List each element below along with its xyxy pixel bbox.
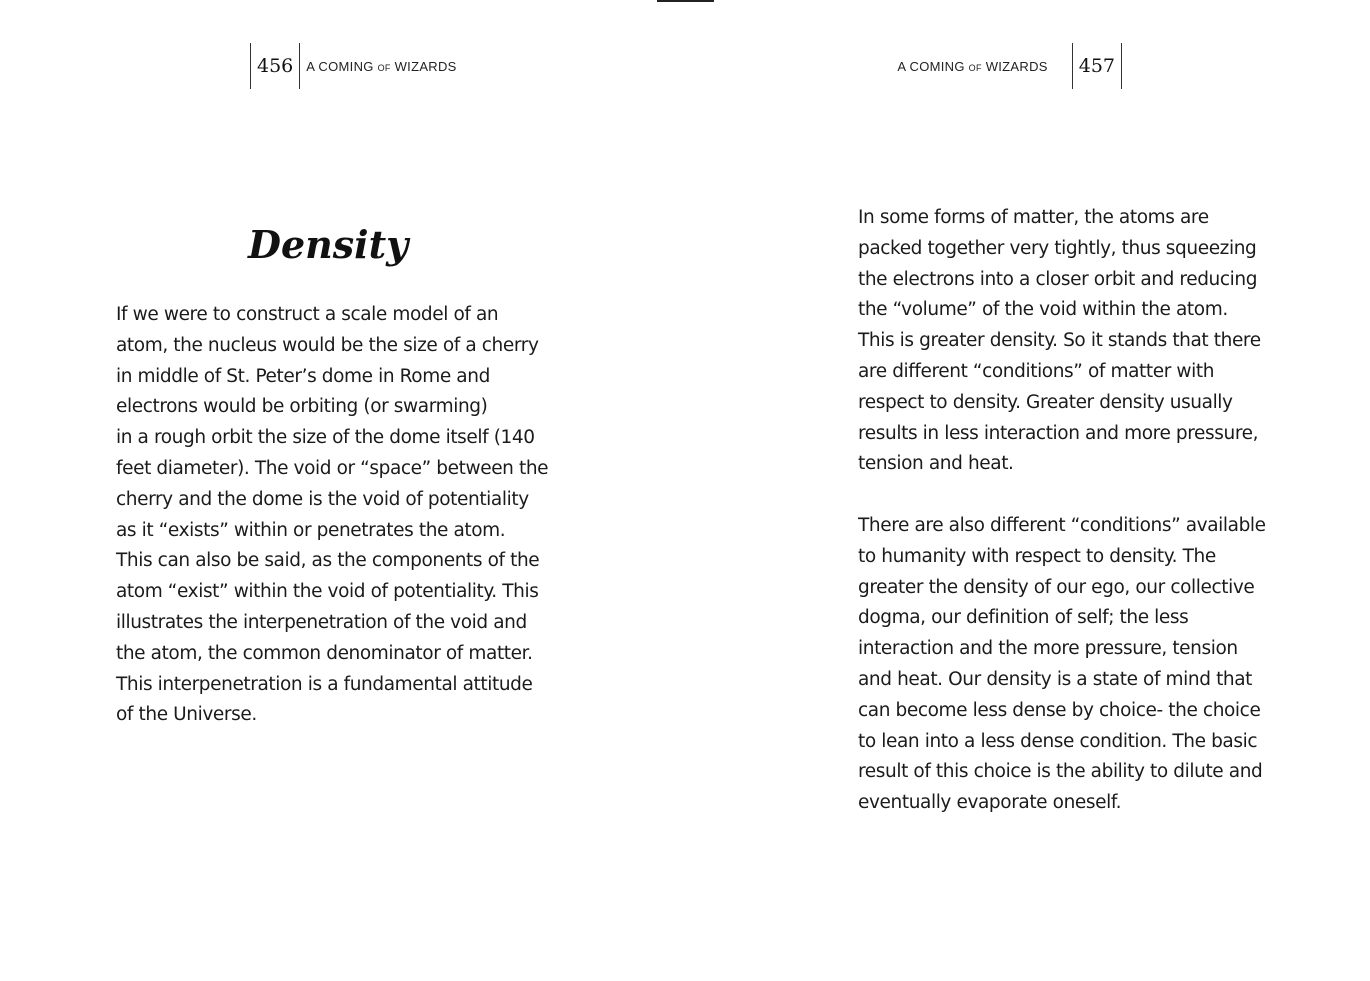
text-line: In some forms of matter, the atoms are (858, 207, 1209, 228)
text-line: This can also be said, as the components of the (116, 550, 540, 572)
right-title-part3: WIZARDS (981, 58, 1048, 74)
left-title-part2: OF (377, 62, 391, 73)
text-line: can become less dense by choice- the choice (858, 699, 1261, 721)
text-line: illustrates the interpenetration of the void and (116, 611, 527, 633)
right-running-head (891, 43, 1122, 89)
text-line: packed together very tightly, thus squeezing (858, 237, 1257, 259)
right-title-part1: A COMING (897, 58, 969, 74)
text-line: If we were to construct a scale model of an (116, 304, 499, 325)
text-line: dogma, our definition of self; the less (858, 607, 1189, 629)
text-line: interaction and the more pressure, tension (858, 638, 1238, 660)
right-page (685, 0, 1370, 981)
text-line: in middle of St. Peter’s dome in Rome and (116, 365, 490, 387)
text-line: tension and heat. (858, 453, 1014, 475)
text-line: the “volume” of the void within the atom. (858, 299, 1228, 321)
text-line: as it “exists” within or penetrates the atom. (116, 519, 506, 541)
text-line: of the Universe. (116, 704, 257, 726)
left-book-title (300, 59, 462, 74)
left-page-number: 456 (250, 43, 300, 89)
text-line: There are also different “conditions” available (858, 515, 1266, 536)
text-line: results in less interaction and more pressure, (858, 422, 1259, 444)
right-paragraph-2 (858, 511, 1266, 819)
right-paragraph-1 (858, 203, 1261, 480)
text-line: the electrons into a closer orbit and reducing (858, 268, 1258, 290)
text-line: and heat. Our density is a state of mind that (858, 668, 1253, 690)
text-line: respect to density. Greater density usually (858, 391, 1233, 413)
text-line: to lean into a less dense condition. The basic (858, 730, 1258, 752)
right-title-part2: OF (968, 62, 982, 73)
text-line: This interpenetration is a fundamental attitude (116, 673, 533, 695)
text-line: atom “exist” within the void of potentiality. This (116, 581, 539, 603)
text-line: to humanity with respect to density. The (858, 545, 1216, 567)
left-title-part3: WIZARDS (390, 58, 457, 74)
text-line: in a rough orbit the size of the dome itself (140 (116, 427, 535, 449)
text-line: This is greater density. So it stands that there (858, 330, 1261, 352)
text-line: eventually evaporate oneself. (858, 792, 1122, 814)
text-line: electrons would be orbiting (or swarming) (116, 396, 488, 418)
text-line: the atom, the common denominator of matter. (116, 642, 533, 664)
right-book-title (891, 59, 1071, 74)
right-page-number: 457 (1072, 43, 1122, 89)
left-paragraph (116, 300, 549, 731)
text-line: cherry and the dome is the void of potentiality (116, 488, 529, 510)
left-title-part1: A COMING (306, 58, 378, 74)
text-line: atom, the nucleus would be the size of a cherry (116, 334, 539, 356)
text-line: are different “conditions” of matter with (858, 360, 1215, 382)
left-running-head (250, 43, 463, 89)
chapter-title: Density (248, 222, 409, 267)
text-line: feet diameter). The void or “space” between the (116, 457, 549, 479)
text-line: greater the density of our ego, our collective (858, 576, 1255, 598)
text-line: result of this choice is the ability to dilute and (858, 761, 1263, 783)
